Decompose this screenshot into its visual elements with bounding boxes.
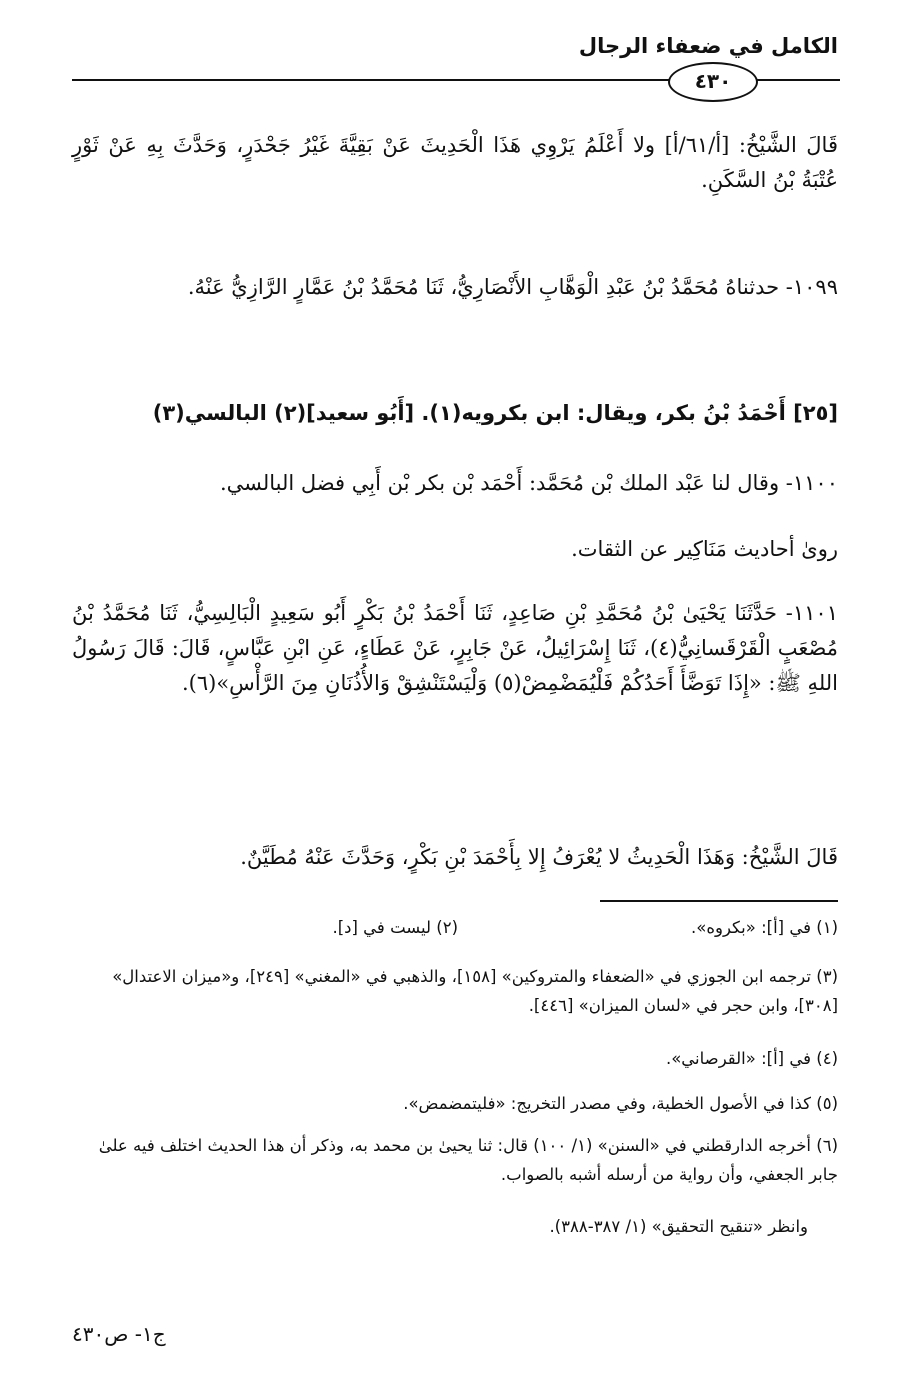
paragraph-sheikh-1: قَالَ الشَّيْخُ: [أ/٦١/أ] ولا أَعْلَمُ يَرْوِي هَذَا الْحَدِيثَ عَنْ بَقِيَّةَ غَيْرُ جَحْدَرٍ، وَحَدَّثَ بِهِ عَنْ ثَوْرٍ عُتْبَةُ بْنُ السَّكَنِ. — [72, 133, 838, 192]
footnote-3: (٣) ترجمه ابن الجوزي في «الضعفاء والمتروكين» [١٥٨]، والذهبي في «المغني» [٢٤٩]، و«ميزان الاعتدال» [٣٠٨]، وابن حجر في «لسان الميزان» [٤٤٦]. — [112, 967, 838, 1015]
footnote-2: (٢) ليست في [د]. — [332, 918, 458, 937]
footnote-4: (٤) في [أ]: «القرصاني». — [665, 1049, 838, 1068]
footnote-5: (٥) كذا في الأصول الخطية، وفي مصدر التخريج: «فليتمضمض». — [403, 1094, 838, 1113]
paragraph-1101: ١١٠١- حَدَّثَنَا يَحْيَىٰ بْنُ مُحَمَّدِ بْنِ صَاعِدٍ، ثَنَا أَحْمَدُ بْنُ بَكْرٍ أَبُو سَعِيدٍ الْبَالِسِيُّ، ثَنَا مُحَمَّدُ بْنُ مُصْعَبٍ الْقَرْقَسانِيُّ(٤)، ثَنَا إِسْرَائِيلُ، عَنْ جَابِرٍ، عَنْ عَطَاءٍ، عَنِ ابْنِ عَبَّاسٍ، قَالَ: قَالَ رَسُولُ اللهِ ﷺ: «إِذَا تَوَضَّأَ أَحَدُكُمْ فَلْيُمَضْمِضْ(٥) وَلْيَسْتَنْشِقْ وَالأُذُنَانِ مِنَ الرَّأْسِ»(٦). — [72, 601, 838, 695]
running-title: الكامل في ضعفاء الرجال — [578, 34, 838, 58]
paragraph-1099: ١٠٩٩- حدثناهُ مُحَمَّدُ بْنُ عَبْدِ الْوَهَّابِ الأَنْصَارِيُّ، ثَنَا مُحَمَّدُ بْنُ عَمَّارٍ الرَّازِيُّ عَنْهُ. — [187, 275, 838, 299]
folio-reference: ج١- ص٤٣٠ — [72, 1322, 166, 1346]
footnote-rule — [600, 900, 838, 902]
footnote-row-1-2 — [72, 918, 838, 948]
entry-heading: [٢٥] أَحْمَدُ بْنُ بكر، ويقال: ابن بكرويه(١). [أَبُو سعيد](٢) البالسي(٣) — [152, 401, 838, 425]
paragraph-1100: ١١٠٠- وقال لنا عَبْد الملك بْن مُحَمَّد: أَحْمَد بْن بكر بْن أَبِي فضل البالسي. — [219, 471, 838, 495]
footnote-6-continued: وانظر «تنقيح التحقيق» (١/ ٣٨٧-٣٨٨). — [549, 1217, 808, 1236]
paragraph-munakir: رویٰ أحاديث مَنَاكِير عن الثقات. — [571, 537, 838, 561]
page-number: ٤٣٠ — [668, 62, 758, 102]
footnote-6: (٦) أخرجه الدارقطني في «السنن» (١/ ١٠٠) قال: ثنا يحيىٰ بن محمد به، وذكر أن هذا الحديث اختلف فيه علىٰ جابر الجعفي، وأن رواية من أرسله أشبه بالصواب. — [98, 1136, 838, 1184]
paragraph-sheikh-2: قَالَ الشَّيْخُ: وَهَذَا الْحَدِيثُ لا يُعْرَفُ إِلا بِأَحْمَدَ بْنِ بَكْرٍ، وَحَدَّثَ عَنْهُ مُطَيَّنٌ. — [240, 845, 838, 869]
footnote-1: (١) في [أ]: «بكروه». — [691, 918, 838, 937]
